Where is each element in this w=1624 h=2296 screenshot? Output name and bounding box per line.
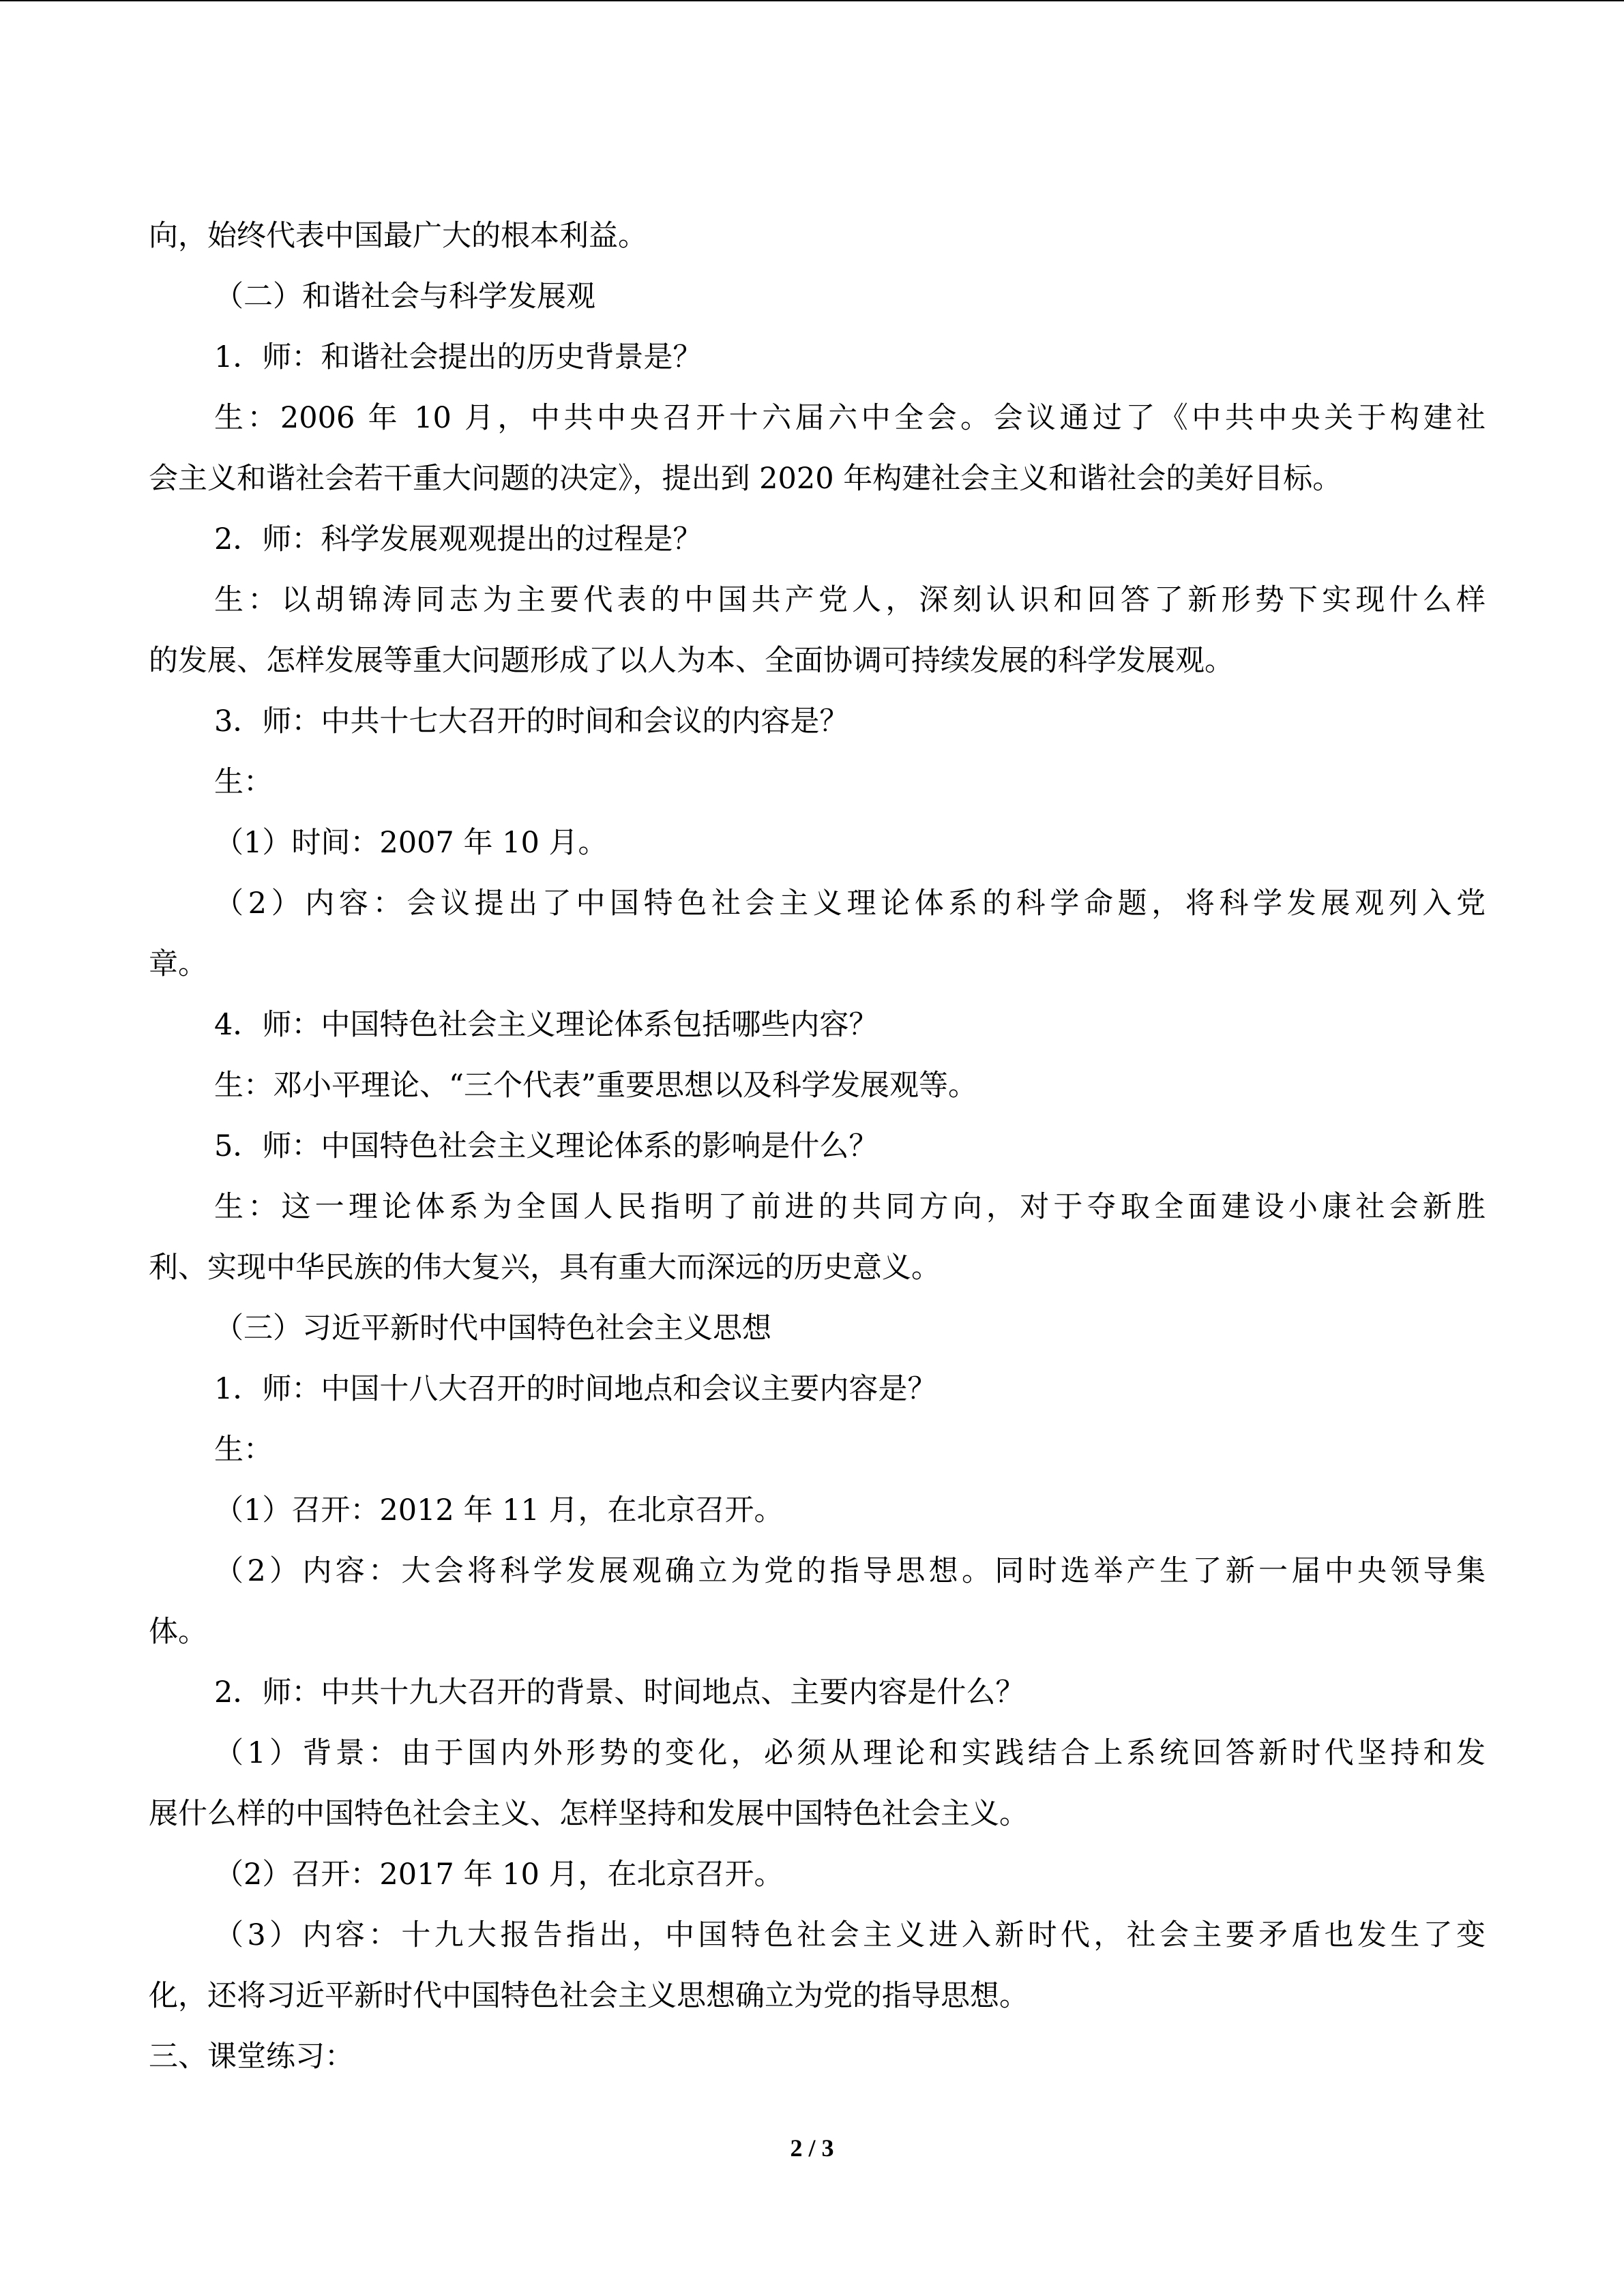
teacher-question: 4．师：中国特色社会主义理论体系包括哪些内容？	[214, 1008, 879, 1042]
student-answer-line: 利、实现中华民族的伟大复兴，具有重大而深远的历史意义。	[149, 1251, 941, 1285]
paragraph-line: 向，始终代表中国最广大的根本利益。	[149, 219, 647, 253]
answer-item: （2）召开：2017 年 10 月，在北京召开。	[214, 1858, 784, 1892]
teacher-question: 1．师：和谐社会提出的历史背景是？	[214, 340, 703, 374]
student-answer-line: 会主义和谐社会若干重大问题的决定》，提出到 2020 年构建社会主义和谐社会的美好目标。	[149, 462, 1342, 496]
student-answer-line: 生：这一理论体系为全国人民指明了前进的共同方向，对于夺取全面建设小康社会新胜	[214, 1190, 1486, 1224]
answer-item-continuation: 化，还将习近平新时代中国特色社会主义思想确立为党的指导思想。	[149, 1979, 1029, 2013]
answer-item-continuation: 体。	[149, 1615, 207, 1649]
section-heading: （三）习近平新时代中国特色社会主义思想	[214, 1311, 771, 1345]
student-label: 生：	[214, 1433, 273, 1467]
student-answer-line: 生：邓小平理论、“三个代表”重要思想以及科学发展观等。	[214, 1069, 977, 1103]
answer-item: （3）内容：十九大报告指出，中国特色社会主义进入新时代，社会主要矛盾也发生了变	[214, 1918, 1486, 1952]
page-number: 2 / 3	[790, 2134, 834, 2162]
top-border-rule	[0, 0, 1624, 1]
student-answer-line: 生：2006 年 10 月，中共中央召开十六届六中全会。会议通过了《中共中央关于构建社	[214, 401, 1486, 435]
teacher-question: 3．师：中共十七大召开的时间和会议的内容是？	[214, 704, 849, 739]
teacher-question: 1．师：中国十八大召开的时间地点和会议主要内容是？	[214, 1372, 937, 1406]
teacher-question: 5．师：中国特色社会主义理论体系的影响是什么？	[214, 1129, 879, 1163]
student-label: 生：	[214, 765, 273, 799]
teacher-question: 2．师：中共十九大召开的背景、时间地点、主要内容是什么？	[214, 1675, 1025, 1710]
answer-item: （2）内容：会议提出了中国特色社会主义理论体系的科学命题，将科学发展观列入党	[214, 886, 1486, 921]
answer-item: （2）内容：大会将科学发展观确立为党的指导思想。同时选举产生了新一届中央领导集	[214, 1554, 1486, 1588]
answer-item: （1）时间：2007 年 10 月。	[214, 826, 608, 860]
document-body	[149, 206, 1486, 2087]
answer-item-continuation: 展什么样的中国特色社会主义、怎样坚持和发展中国特色社会主义。	[149, 1797, 1029, 1831]
section-heading-practice: 三、课堂练习：	[149, 2040, 354, 2074]
student-answer-line: 的发展、怎样发展等重大问题形成了以人为本、全面协调可持续发展的科学发展观。	[149, 644, 1234, 678]
teacher-question: 2．师：科学发展观观提出的过程是？	[214, 522, 703, 556]
section-heading: （二）和谐社会与科学发展观	[214, 280, 595, 314]
answer-item-continuation: 章。	[149, 947, 207, 981]
answer-item: （1）召开：2012 年 11 月，在北京召开。	[214, 1493, 784, 1527]
answer-item: （1）背景：由于国内外形势的变化，必须从理论和实践结合上系统回答新时代坚持和发	[214, 1736, 1486, 1770]
student-answer-line: 生：以胡锦涛同志为主要代表的中国共产党人，深刻认识和回答了新形势下实现什么样	[214, 583, 1486, 617]
